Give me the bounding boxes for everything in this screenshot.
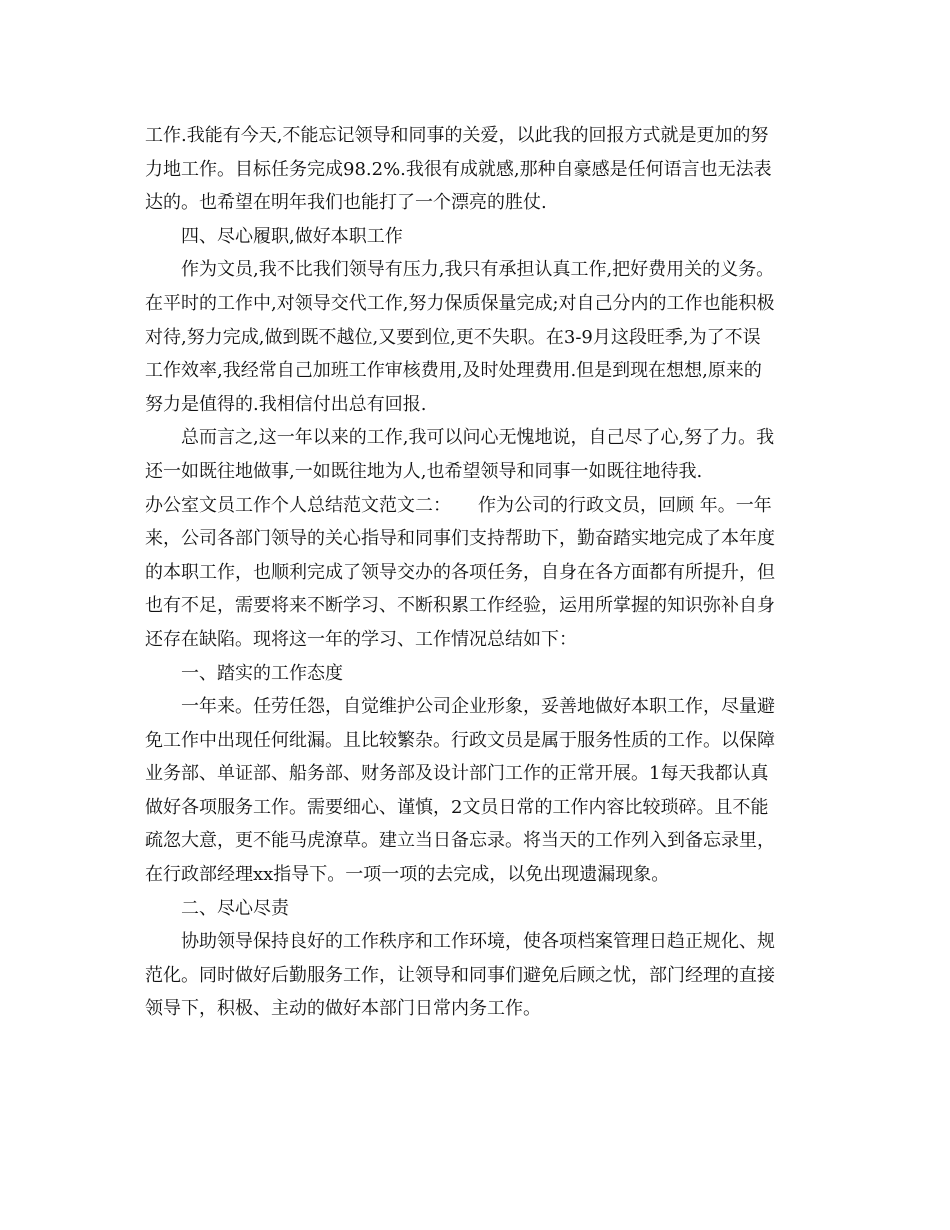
text-line: 达的。也希望在明年我们也能打了一个漂亮的胜仗. <box>145 192 547 214</box>
text-line: 来，公司各部门领导的关心指导和同事们支持帮助下，勤奋踏实地完成了本年度 <box>145 528 775 550</box>
document-body <box>145 119 810 1026</box>
text-line: 作为文员,我不比我们领导有压力,我只有承担认真工作,把好费用关的义务。 <box>181 259 775 281</box>
text-line: 免工作中出现任何纰漏。且比较繁杂。行政文员是属于服务性质的工作。以保障 <box>145 729 775 751</box>
text-line: 一年来。任劳任怨，自觉维护公司企业形象，妥善地做好本职工作，尽量避 <box>181 696 775 718</box>
text-line: 在行政部经理xx指导下。一项一项的去完成，以免出现遗漏现象。 <box>145 864 670 886</box>
text-line: 还一如既往地做事,一如既往地为人,也希望领导和同事一如既往地待我. <box>145 460 703 482</box>
text-line: 总而言之,这一年以来的工作,我可以问心无愧地说，自己尽了心,努了力。我 <box>181 427 775 449</box>
text-line: 业务部、单证部、船务部、财务部及设计部门工作的正常开展。1每天我都认真 <box>145 763 769 785</box>
text-line: 协助领导保持良好的工作秩序和工作环境，使各项档案管理日趋正规化、规 <box>181 931 775 953</box>
text-line: 二、尽心尽责 <box>181 897 289 919</box>
text-line: 对待,努力完成,做到既不越位,又要到位,更不失职。在3-9月这段旺季,为了不误 <box>145 326 761 348</box>
text-line: 做好各项服务工作。需要细心、谨慎，2文员日常的工作内容比较琐碎。且不能 <box>145 796 769 818</box>
text-line: 工作效率,我经常自己加班工作审核费用,及时处理费用.但是到现在想想,原来的 <box>145 360 762 382</box>
text-line: 四、尽心履职,做好本职工作 <box>181 225 403 247</box>
text-line: 办公室文员工作个人总结范文范文二： 作为公司的行政文员，回顾 年。一年 <box>145 494 772 516</box>
text-line: 领导下，积极、主动的做好本部门日常内务工作。 <box>145 998 541 1020</box>
text-line: 工作.我能有今天,不能忘记领导和同事的关爱，以此我的回报方式就是更加的努 <box>145 125 769 146</box>
text-line: 也有不足，需要将来不断学习、不断积累工作经验，运用所掌握的知识弥补自身 <box>145 595 775 617</box>
text-line: 在平时的工作中,对领导交代工作,努力保质保量完成;对自己分内的工作也能积极 <box>145 292 775 314</box>
text-line: 的本职工作，也顺利完成了领导交办的各项任务，自身在各方面都有所提升，但 <box>145 561 775 583</box>
text-line: 努力是值得的.我相信付出总有回报. <box>145 393 427 415</box>
text-line: 一、踏实的工作态度 <box>181 662 343 684</box>
text-line: 疏忽大意，更不能马虎潦草。建立当日备忘录。将当天的工作列入到备忘录里， <box>145 830 775 852</box>
text-line: 力地工作。目标任务完成98.2%.我很有成就感,那种自豪感是任何语言也无法表 <box>145 158 772 180</box>
text-line: 还存在缺陷。现将这一年的学习、工作情况总结如下： <box>145 628 577 650</box>
text-line: 范化。同时做好后勤服务工作，让领导和同事们避免后顾之忧，部门经理的直接 <box>145 964 775 986</box>
